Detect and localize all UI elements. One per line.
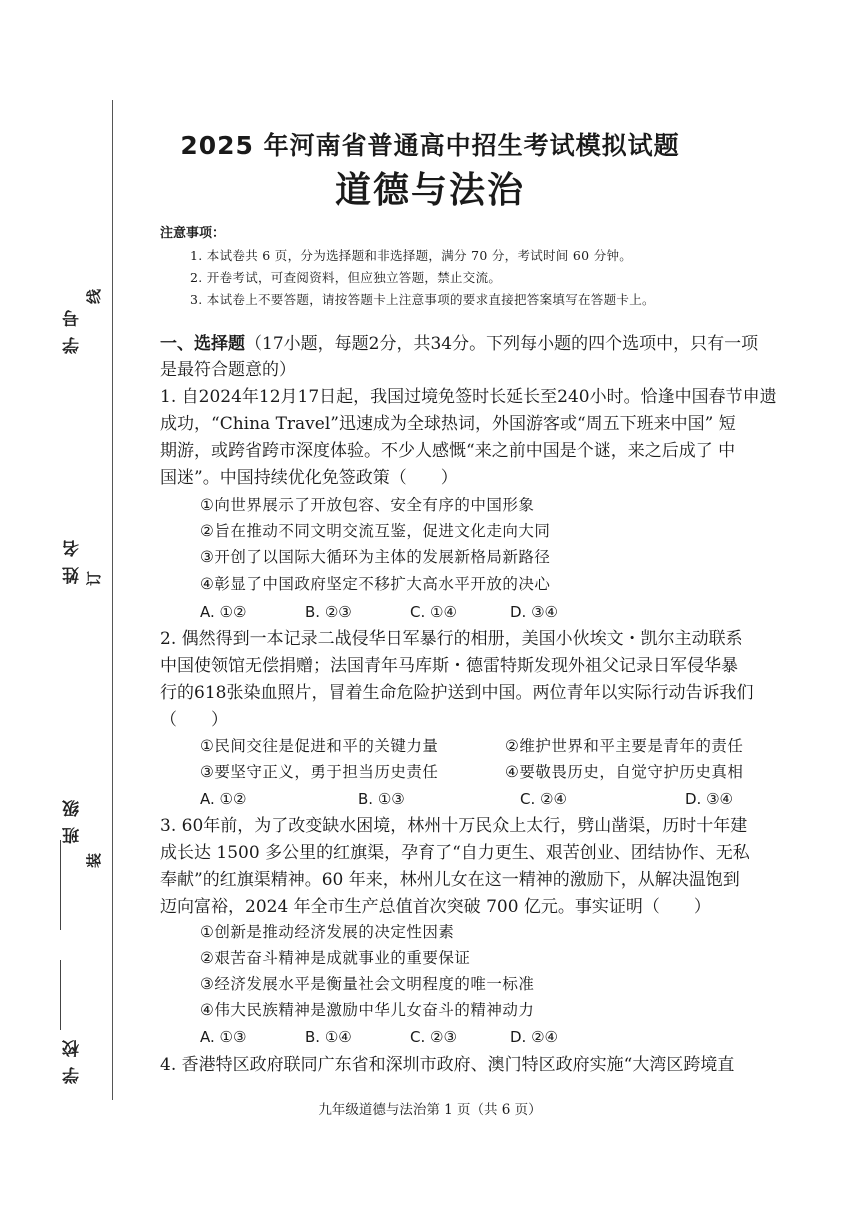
question-2-stem: 2. 偶然得到一本记录二战侵华日军暴行的相册，美国小伙埃文・凯尔主动联系 — [160, 629, 743, 649]
question-3-choice-a: A. ①③ — [200, 1028, 247, 1046]
question-2-statement: ④要敬畏历史，自觉守护历史真相 — [505, 763, 744, 781]
student-name-label: 姓名 — [63, 530, 83, 584]
question-3-statement: ③经济发展水平是衡量社会文明程度的唯一标准 — [200, 975, 535, 993]
exam-subject: 道德与法治 — [334, 169, 525, 211]
question-1-stem: 成功，“China Travel”迅速成为全球热词，外国游客或“周五下班来中国” 短 — [160, 414, 736, 434]
question-1-choice-d: D. ③④ — [510, 603, 558, 621]
seal-bind-mark: 订 — [85, 570, 104, 587]
notice-item: 1. 本试卷共 6 页，分为选择题和非选择题，满分 70 分，考试时间 60 分钟。 — [190, 248, 633, 263]
question-3-choice-c: C. ②③ — [410, 1028, 457, 1046]
question-3-stem: 迈向富裕，2024 年全市生产总值首次突破 700 亿元。事实证明（ ） — [160, 897, 711, 917]
question-1-choice-c: C. ①④ — [410, 603, 457, 621]
question-2-statement: ③要坚守正义，勇于担当历史责任 — [200, 763, 439, 781]
question-2-stem: 中国使领馆无偿捐赠；法国青年马库斯・德雷特斯发现外祖父记录日军侵华暴 — [160, 656, 738, 676]
class-label: 班级 — [63, 790, 83, 844]
question-1-choice-a: A. ①② — [200, 603, 247, 621]
section-rules: （17小题，每题2分，共34分。下列每小题的四个选项中，只有一项 — [245, 334, 759, 354]
question-3-statement: ②艰苦奋斗精神是成就事业的重要保证 — [200, 949, 471, 967]
section-heading: 一、选择题 — [160, 334, 245, 354]
question-1-statement: ①向世界展示了开放包容、安全有序的中国形象 — [200, 496, 535, 514]
question-2-statement: ①民间交往是促进和平的关键力量 — [200, 737, 439, 755]
seal-line-mark: 线 — [85, 288, 104, 305]
student-number-label: 学号 — [63, 300, 83, 354]
section-rules-cont: 是最符合题意的） — [160, 360, 296, 380]
question-2-choice-d: D. ③④ — [685, 790, 733, 808]
school-label: 学校 — [63, 1030, 83, 1084]
section-heading-line — [160, 336, 758, 353]
question-2-statement: ②维护世界和平主要是青年的责任 — [505, 737, 744, 755]
notice-item: 3. 本试卷上不要答题，请按答题卡上注意事项的要求直接把答案填写在答题卡上。 — [190, 292, 655, 307]
exam-title: 2025 年河南省普通高中招生考试模拟试题 — [180, 131, 680, 160]
question-1-statement: ②旨在推动不同文明交流互鉴，促进文化走向大同 — [200, 522, 551, 540]
question-2-choice-b: B. ①③ — [358, 790, 405, 808]
question-3-stem: 3. 60年前，为了改变缺水困境，林州十万民众上太行，劈山凿渠，历时十年建 — [160, 816, 748, 836]
question-1-statement: ③开创了以国际大循环为主体的发展新格局新路径 — [200, 548, 551, 566]
question-4-stem: 4. 香港特区政府联同广东省和深圳市政府、澳门特区政府实施“大湾区跨境直 — [160, 1055, 735, 1075]
class-fill-line — [60, 840, 61, 930]
question-1-statement: ④彰显了中国政府坚定不移扩大高水平开放的决心 — [200, 575, 551, 593]
question-3-choice-d: D. ②④ — [510, 1028, 558, 1046]
question-3-stem: 奉献”的红旗渠精神。60 年来，林州儿女在这一精神的激励下，从解决温饱到 — [160, 870, 740, 890]
binding-margin-line — [112, 100, 113, 1100]
page-footer: 九年级道德与法治第 1 页（共 6 页） — [318, 1102, 542, 1118]
question-3-stem: 成长达 1500 多公里的红旗渠，孕育了“自力更生、艰苦创业、团结协作、无私 — [160, 843, 750, 863]
question-3-choice-b: B. ①④ — [305, 1028, 352, 1046]
question-2-stem: 行的618张染血照片，冒着生命危险护送到中国。两位青年以实际行动告诉我们 — [160, 683, 754, 703]
question-1-choice-b: B. ②③ — [305, 603, 352, 621]
question-1-stem: 1. 自2024年12月17日起，我国过境免签时长延长至240小时。恰逢中国春节申遗 — [160, 387, 777, 407]
question-2-choice-a: A. ①② — [200, 790, 247, 808]
seal-pack-mark: 装 — [85, 852, 104, 869]
school-fill-line — [60, 960, 61, 1030]
notice-item: 2. 开卷考试，可查阅资料，但应独立答题，禁止交流。 — [190, 270, 502, 285]
question-3-statement: ①创新是推动经济发展的决定性因素 — [200, 923, 455, 941]
question-1-stem: 国迷”。中国持续优化免签政策（ ） — [160, 468, 458, 488]
question-2-stem: （ ） — [160, 710, 228, 730]
question-2-choice-c: C. ②④ — [520, 790, 567, 808]
notice-heading: 注意事项： — [160, 226, 226, 241]
question-3-statement: ④伟大民族精神是激励中华儿女奋斗的精神动力 — [200, 1001, 535, 1019]
question-1-stem: 期游，或跨省跨市深度体验。不少人感慨“来之前中国是个谜，来之后成了 中 — [160, 441, 736, 461]
